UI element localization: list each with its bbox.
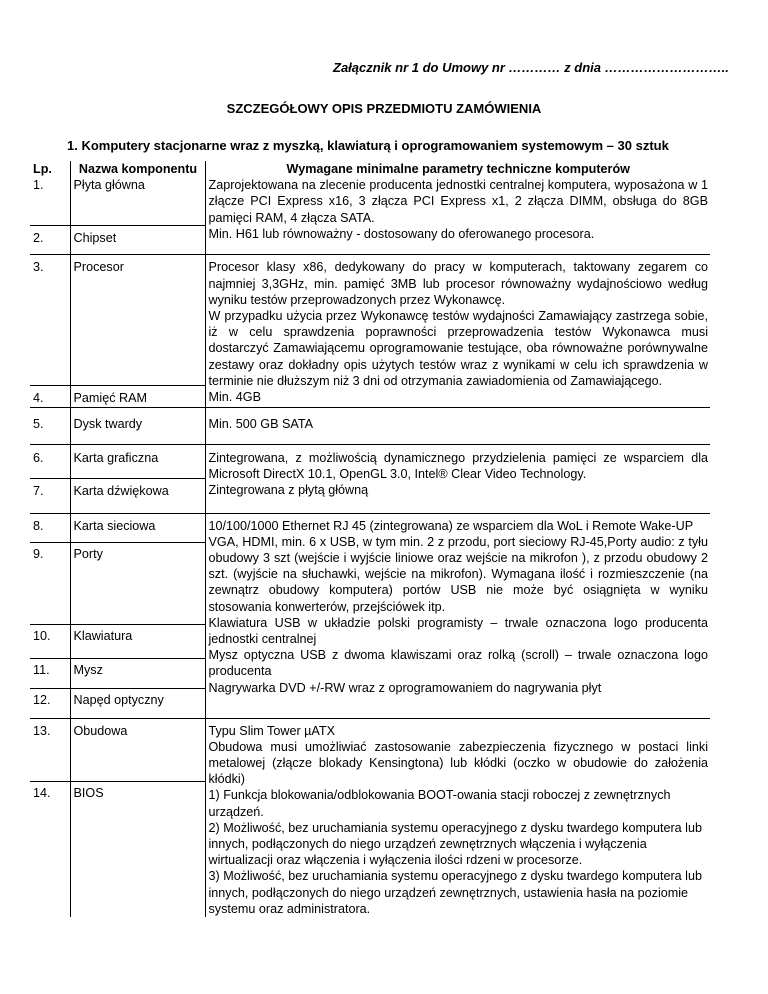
table-row <box>30 226 710 255</box>
specification-table <box>30 161 710 917</box>
component-name: Karta dźwiękowa <box>70 478 205 513</box>
row-number: 6. <box>30 444 70 478</box>
component-name: Karta sieciowa <box>70 513 205 542</box>
component-name: Dysk twardy <box>70 407 205 444</box>
table-row <box>30 177 710 226</box>
requirements-paragraph: W przypadku użycia przez Wykonawcę testów wydajności Zamawiający zastrzega sobie, iż w celu sprawdzenia poprawności przeprowadzenia testów Wykonawca musi dostarczyć Zamawiającemu oprogramowanie testujące, oba równoważne porównywalne zestawy oraz dokładny opis użytych testów wraz z wynikami w celu ich sprawdzenia w terminie nie dłuższym niż 3 dni od otrzymania zawiadomienia od Zamawiającego. <box>208 308 708 388</box>
row-number: 5. <box>30 407 70 444</box>
component-requirements <box>205 444 710 513</box>
header-component-name: Nazwa komponentu <box>70 161 205 177</box>
row-number: 8. <box>30 513 70 542</box>
component-requirements: Min. H61 lub równoważny - dostosowany do oferowanego procesora. <box>208 226 595 241</box>
section-heading: 1. Komputery stacjonarne wraz z myszką, klawiaturą i oprogramowaniem systemowym – 30 sztuk <box>67 138 669 153</box>
header-requirements: Wymagane minimalne parametry techniczne komputerów <box>286 162 630 176</box>
row-number: 11. <box>30 658 70 688</box>
component-name: Płyta główna <box>70 177 205 226</box>
row-number: 4. <box>30 386 70 407</box>
row-number: 10. <box>30 624 70 658</box>
component-name: Karta graficzna <box>70 444 205 478</box>
requirements-paragraph: Zintegrowana, z możliwością dynamicznego przydzielenia pamięci ze wsparciem dla Microsoft DirectX 10.1, OpenGL 3.0, Intel® Clear Video Technology. <box>208 450 708 481</box>
component-name: Obudowa <box>70 718 205 782</box>
row-number: 7. <box>30 478 70 513</box>
requirements-paragraph: Min. 4GB <box>208 389 261 404</box>
table-row <box>30 407 710 444</box>
requirements-paragraph: Obudowa musi umożliwiać zastosowanie zabezpieczenia fizycznego w postaci linki metalowej (złącze blokady Kensingtona) lub kłódki (oczko w obudowie do założenia kłódki) <box>208 739 708 787</box>
component-name: Procesor <box>70 255 205 386</box>
component-name: Klawiatura <box>70 624 205 658</box>
component-requirements <box>205 718 710 917</box>
component-requirements <box>205 513 710 718</box>
row-number: 3. <box>30 255 70 386</box>
document-title: SZCZEGÓŁOWY OPIS PRZEDMIOTU ZAMÓWIENIA <box>226 101 542 116</box>
component-requirements: Zaprojektowana na zlecenie producenta jednostki centralnej komputera, wyposażona w 1 złącze PCI Express x16, 3 złącza PCI Express x1, 2 złącza DIMM, obsługa do 8GB pamięci RAM, 4 złącza SATA. <box>208 178 708 225</box>
header-lp: Lp. <box>30 161 70 177</box>
requirements-paragraph: 10/100/1000 Ethernet RJ 45 (zintegrowana) ze wsparciem dla WoL i Remote Wake-UP <box>208 518 694 533</box>
table-row <box>30 513 710 542</box>
requirements-paragraph: Klawiatura USB w układzie polski programisty – trwale oznaczona logo producenta jednostki centralnej <box>208 615 708 646</box>
requirements-paragraph: 2) Możliwość, bez uruchamiania systemu operacyjnego z dysku twardego komputera lub innych, podłączonych do niego urządzeń zewnętrznych włączenia i wyłączenia wirtualizacji oraz włączenia i wyłączenia ilości rdzeni w procesorze. <box>208 820 702 868</box>
requirements-paragraph: Zintegrowana z płytą główną <box>208 482 369 497</box>
row-number: 1. <box>30 177 70 226</box>
table-row <box>30 255 710 386</box>
component-name: Napęd optyczny <box>70 688 205 718</box>
row-number: 12. <box>30 688 70 718</box>
row-number: 9. <box>30 542 70 624</box>
component-requirements: Min. 500 GB SATA <box>205 407 710 444</box>
component-name: Chipset <box>70 226 205 255</box>
table-header-row <box>30 161 710 177</box>
row-number: 13. <box>30 718 70 782</box>
component-requirements <box>205 255 710 407</box>
component-name: Mysz <box>70 658 205 688</box>
row-number: 2. <box>30 226 70 255</box>
requirements-paragraph: Procesor klasy x86, dedykowany do pracy w komputerach, taktowany zegarem co najmniej 3,3GHz, min. pamięć 3MB lub procesor równoważny wydajnościowo według wyniku testów przeprowadzonych przez Wykonawcę. <box>208 260 708 307</box>
requirements-paragraph: Nagrywarka DVD +/-RW wraz z oprogramowaniem do nagrywania płyt <box>208 680 602 695</box>
requirements-paragraph: 1) Funkcja blokowania/odblokowania BOOT-owania stacji roboczej z zewnętrznych urządzeń. <box>208 788 671 819</box>
table-row <box>30 444 710 478</box>
requirements-paragraph: Typu Slim Tower µATX <box>208 723 335 738</box>
requirements-paragraph: 3) Możliwość, bez uruchamiania systemu operacyjnego z dysku twardego komputera lub innych, podłączonych do niego urządzeń zewnętrznych, ustawienia hasła na poziomie systemu oraz administratora. <box>208 869 702 916</box>
requirements-paragraph: Mysz optyczna USB z dwoma klawiszami oraz rolką (scroll) – trwale oznaczona logo producenta <box>208 648 708 679</box>
component-name: BIOS <box>70 782 205 917</box>
row-number: 14. <box>30 782 70 917</box>
table-row <box>30 718 710 782</box>
component-name: Porty <box>70 542 205 624</box>
component-name: Pamięć RAM <box>70 386 205 407</box>
annex-reference: Załącznik nr 1 do Umowy nr ………… z dnia ……………………….. <box>333 60 729 75</box>
requirements-paragraph: VGA, HDMI, min. 6 x USB, w tym min. 2 z przodu, port sieciowy RJ-45,Porty audio: z tyłu obudowy 3 szt (wejście i wyjście liniowe oraz wejście na mikrofon ), z przodu obudowy 2 szt. (wyjście na słuchawki, wejście na mikrofon). Wymagana ilość i rozmieszczenie (na zewnątrz obudowy komputera) portów USB nie może być osiągnięta w wyniku stosowania konwerterów, przejściówek itp. <box>208 534 708 614</box>
